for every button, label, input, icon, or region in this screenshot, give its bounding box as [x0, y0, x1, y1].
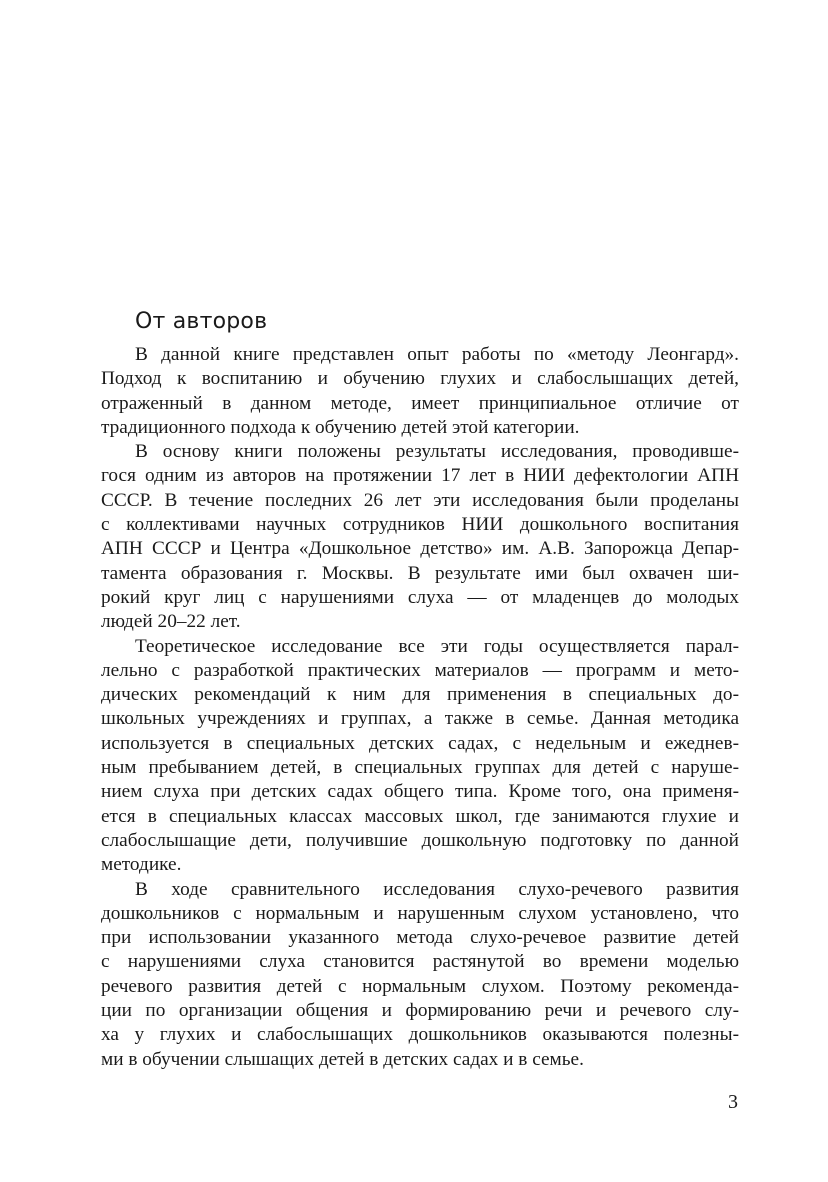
text-line: методике. [101, 854, 182, 876]
paragraph-1 [101, 343, 739, 440]
text-line: ми в обучении слышащих детей в детских садах и в семье. [101, 1048, 584, 1070]
text-line: В основу книги положены результаты исследования, проводивше- [135, 441, 739, 463]
paragraph-2 [101, 440, 739, 634]
text-line: при использовании указанного метода слухо-речевое развитие детей [101, 927, 739, 949]
text-line: отраженный в данном методе, имеет принципиальное отличие от [101, 392, 739, 414]
text-line: Теоретическое исследование все эти годы осуществляется парал- [135, 635, 739, 657]
text-line: слабослышащие дети, получившие дошкольную подготовку по данной [101, 829, 739, 851]
text-line: дических рекомендаций к ним для применения в специальных до- [101, 684, 739, 706]
text-line: В данной книге представлен опыт работы по «методу Леонгард». [135, 344, 739, 365]
text-line: рокий круг лиц с нарушениями слуха — от младенцев до молодых [101, 586, 739, 608]
text-line: традиционного подхода к обучению детей этой категории. [101, 416, 580, 438]
text-line: ется в специальных классах массовых школ, где занимаются глухие и [101, 805, 739, 827]
text-line: людей 20–22 лет. [101, 611, 241, 633]
section-body [101, 343, 739, 1072]
text-line: В ходе сравнительного исследования слухо-речевого развития [135, 878, 739, 900]
text-line: АПН СССР и Центра «Дошкольное детство» им. А.В. Запорожца Депар- [101, 538, 739, 560]
text-line: с коллективами научных сотрудников НИИ дошкольного воспитания [101, 514, 739, 536]
paragraph-3 [101, 635, 739, 878]
text-line: ции по организации общения и формированию речи и речевого слу- [101, 1000, 739, 1022]
text-line: тамента образования г. Москвы. В результате ими был охвачен ши- [101, 562, 739, 584]
text-line: лельно с разработкой практических материалов — программ и мето- [101, 659, 739, 681]
text-line: с нарушениями слуха становится растянутой во времени моделью [101, 951, 739, 973]
text-line: Подход к воспитанию и обучению глухих и слабослышащих детей, [101, 368, 739, 390]
text-line: используется в специальных детских садах, с недельным и ежеднев- [101, 732, 739, 754]
text-line: ным пребыванием детей, в специальных группах для детей с наруше- [101, 757, 739, 779]
page-number: 3 [728, 1091, 738, 1113]
text-line: дошкольников с нормальным и нарушенным слухом установлено, что [101, 902, 739, 924]
paragraph-4 [101, 878, 739, 1072]
section-heading: От авторов [135, 309, 268, 334]
text-line: ха у глухих и слабослышащих дошкольников оказываются полезны- [101, 1024, 739, 1046]
text-line: речевого развития детей с нормальным слухом. Поэтому рекоменда- [101, 975, 739, 997]
text-line: гося одним из авторов на протяжении 17 лет в НИИ дефектологии АПН [101, 465, 739, 487]
text-line: СССР. В течение последних 26 лет эти исследования были проделаны [101, 489, 739, 511]
text-line: нием слуха при детских садах общего типа. Кроме того, она применя- [101, 781, 739, 803]
text-line: школьных учреждениях и группах, а также в семье. Данная методика [101, 708, 739, 730]
